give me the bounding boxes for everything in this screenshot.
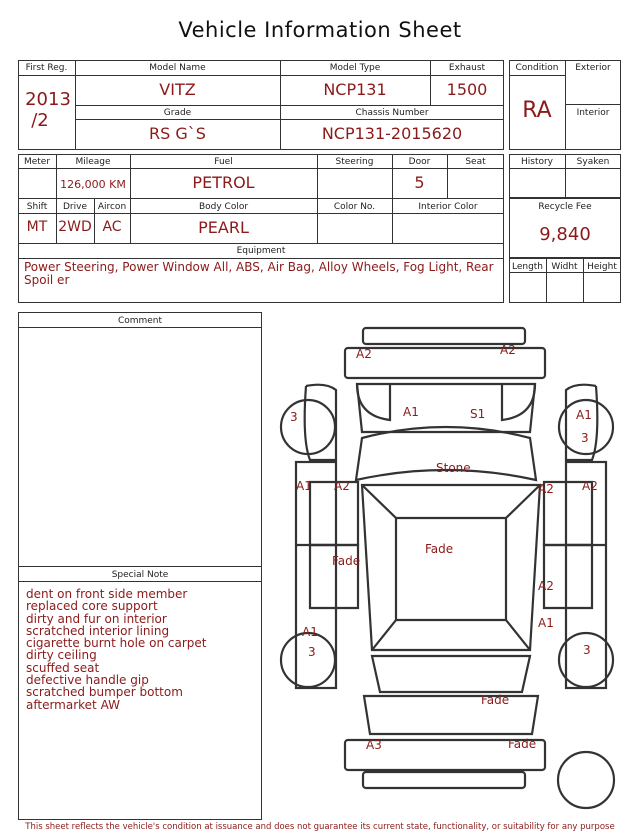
model-type: NCP131 <box>323 80 387 99</box>
model-name-label: Model Name <box>149 63 206 73</box>
exhaust-label: Exhaust <box>448 63 486 73</box>
recycle-fee-value: 9,840 <box>539 224 591 245</box>
length-label: Length <box>511 262 544 272</box>
mark-left-door: Fade <box>332 554 361 568</box>
mark-right-fender-inner: A2 <box>538 482 554 496</box>
mark-right-fender-outer: A2 <box>582 479 598 493</box>
exhaust-value: 1500 <box>446 80 488 99</box>
special-note-item: scratched interior lining <box>26 623 170 638</box>
body-color-label: Body Color <box>198 202 249 212</box>
comment-label: Comment <box>117 316 163 326</box>
mark-front-bumper-left: A2 <box>356 347 372 361</box>
mark-windshield: Stone <box>436 461 471 475</box>
sheet-title: Vehicle Information Sheet <box>178 18 462 42</box>
door-value: 5 <box>414 173 425 192</box>
mark-right-quarter: A1 <box>538 616 554 630</box>
shift-value: MT <box>26 219 48 235</box>
mark-hood-left: A1 <box>403 405 419 419</box>
mark-wheel-rl-a: A1 <box>302 625 318 639</box>
steering-label: Steering <box>335 157 374 167</box>
special-note-item: dent on front side member <box>26 587 188 601</box>
fuel-label: Fuel <box>214 157 233 167</box>
special-note-item: aftermarket AW <box>26 697 120 712</box>
height-label: Height <box>587 262 617 272</box>
special-note-item: defective handle gip <box>26 673 149 688</box>
equipment-label: Equipment <box>236 246 286 256</box>
mark-roof: Fade <box>425 542 454 556</box>
special-note-item: scuffed seat <box>26 660 100 675</box>
aircon-label: Aircon <box>97 202 127 212</box>
shift-label: Shift <box>26 202 48 212</box>
exterior-label: Exterior <box>575 63 611 73</box>
mark-rear-bumper-right: Fade <box>508 737 537 751</box>
mark-wheel-fr-b: 3 <box>581 431 589 445</box>
seat-label: Seat <box>465 157 486 167</box>
mark-rear-bumper-left: A3 <box>366 738 382 752</box>
condition-grade: RA <box>522 98 552 123</box>
color-no-label: Color No. <box>333 202 376 212</box>
equipment-value: Power Steering, Power Window All, ABS, Air Bag, Alloy Wheels, Fog Light, Rear Spoil er <box>24 260 494 287</box>
grade-label: Grade <box>163 108 192 118</box>
mark-front-bumper-right: A2 <box>500 343 516 357</box>
syaken-label: Syaken <box>576 157 610 167</box>
mark-left-fender-inner: A2 <box>334 479 350 493</box>
door-label: Door <box>408 157 431 167</box>
mark-wheel-fl: 3 <box>290 410 298 424</box>
first-reg-year: 2013 <box>25 89 71 110</box>
special-note-item: cigarette burnt hole on carpet <box>26 636 207 651</box>
mark-wheel-rl-b: 3 <box>308 645 316 659</box>
special-note-item: replaced core support <box>26 599 158 614</box>
special-note-item: scratched bumper bottom <box>26 685 183 700</box>
recycle-fee-label: Recycle Fee <box>538 202 592 212</box>
meter-label: Meter <box>23 157 51 167</box>
interior-color-label: Interior Color <box>418 202 478 212</box>
mark-wheel-fr-a: A1 <box>576 408 592 422</box>
width-label: Widht <box>551 262 578 272</box>
grade-value: RS G`S <box>149 124 206 143</box>
drive-label: Drive <box>63 202 87 212</box>
aircon-value: AC <box>102 219 122 235</box>
first-reg-label: First Reg. <box>25 63 68 73</box>
mark-wheel-rr: 3 <box>583 643 591 657</box>
special-notes-list <box>26 588 206 711</box>
mark-trunk: Fade <box>481 693 510 707</box>
fuel-value: PETROL <box>192 173 255 192</box>
special-note-label: Special Note <box>111 570 169 580</box>
mileage-label: Mileage <box>75 157 111 167</box>
chassis-value: NCP131-2015620 <box>321 124 463 143</box>
mark-right-rear-door: A2 <box>538 579 554 593</box>
body-color-value: PEARL <box>198 218 249 237</box>
mark-left-fender-outer: A1 <box>296 479 312 493</box>
special-note-item: dirty ceiling <box>26 648 97 663</box>
disclaimer-footer: This sheet reflects the vehicle's condition at issuance and does not guarantee its current state, functionality, or suitability for any purpose <box>25 822 615 832</box>
special-note-item: dirty and fur on interior <box>26 611 167 626</box>
chassis-label: Chassis Number <box>355 108 429 118</box>
condition-label: Condition <box>515 63 559 73</box>
mark-hood-right: S1 <box>470 407 486 421</box>
model-name: VITZ <box>159 80 196 99</box>
history-label: History <box>520 157 554 167</box>
drive-value: 2WD <box>58 219 92 235</box>
model-type-label: Model Type <box>329 63 381 73</box>
interior-label: Interior <box>576 108 610 118</box>
car-damage-diagram <box>270 320 632 820</box>
first-reg-month: /2 <box>31 110 49 131</box>
mileage-value: 126,000 KM <box>60 178 126 191</box>
